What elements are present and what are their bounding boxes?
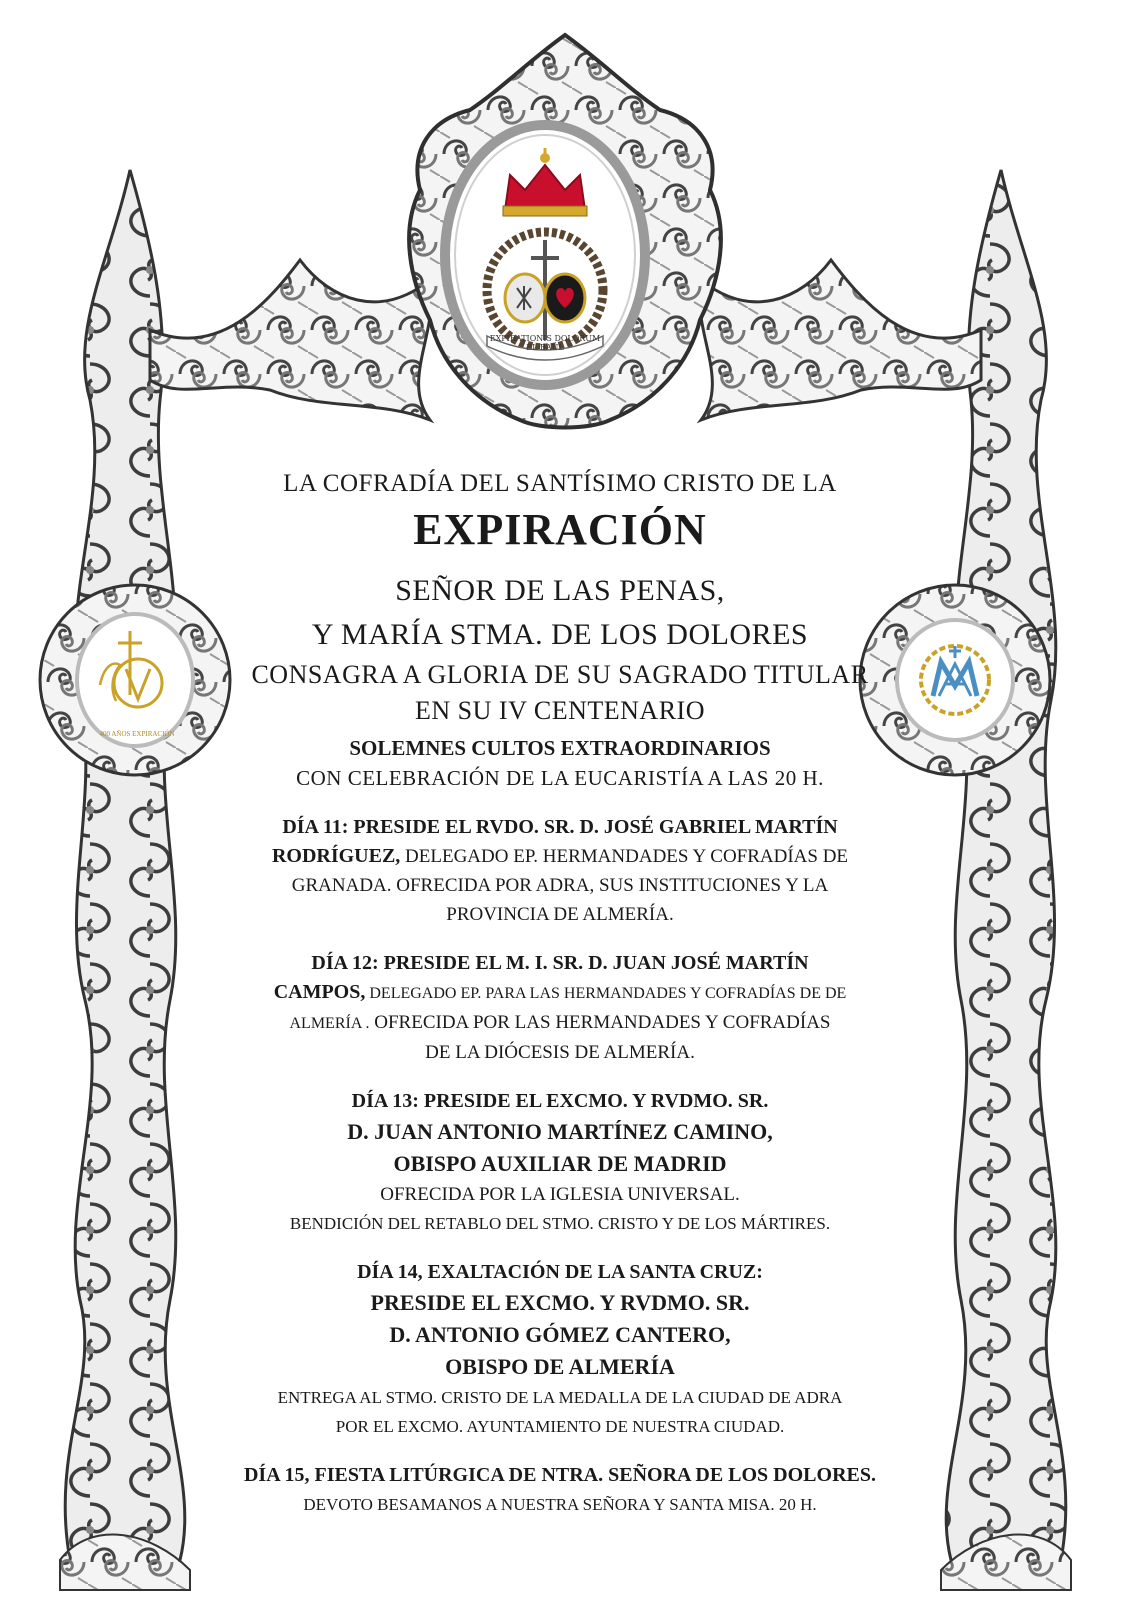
day-13-text-1: OFRECIDA POR LA IGLESIA UNIVERSAL. bbox=[380, 1184, 740, 1205]
day-13-heading: DÍA 13: PRESIDE EL EXCMO. Y RVDMO. SR. bbox=[351, 1090, 769, 1112]
day-13-text-2: BENDICIÓN DEL RETABLO DEL STMO. CRISTO Y DE LOS MÁRTIRES. bbox=[289, 1214, 831, 1233]
day-15-heading: DÍA 15, FIESTA LITÚRGICA DE NTRA. SEÑORA DE LOS DOLORES. bbox=[243, 1464, 876, 1486]
eucaristia-line: CON CELEBRACIÓN DE LA EUCARISTÍA A LAS 20 H. bbox=[296, 766, 824, 790]
day-15-block bbox=[200, 1461, 920, 1519]
solemnes-line: SOLEMNES CULTOS EXTRAORDINARIOS bbox=[349, 736, 771, 760]
day-12-block bbox=[230, 949, 890, 1067]
day-12-heading: DÍA 12: PRESIDE EL M. I. SR. D. JUAN JOSÉ MARTÍN bbox=[311, 952, 809, 974]
day-13-name: D. JUAN ANTONIO MARTÍNEZ CAMINO, bbox=[347, 1119, 773, 1144]
consagra-line: CONSAGRA A GLORIA DE SU SAGRADO TITULAR bbox=[251, 660, 869, 689]
intro-line: LA COFRADÍA DEL SANTÍSIMO CRISTO DE LA bbox=[283, 470, 837, 497]
day-12-text-2: DE LA DIÓCESIS DE ALMERÍA. bbox=[425, 1042, 695, 1063]
day-14-heading: DÍA 14, EXALTACIÓN DE LA SANTA CRUZ: bbox=[357, 1261, 763, 1283]
day-11-name: RODRÍGUEZ, bbox=[271, 845, 401, 867]
day-14-name: D. ANTONIO GÓMEZ CANTERO, bbox=[389, 1322, 731, 1347]
day-14-block bbox=[230, 1258, 890, 1441]
crown-icon bbox=[503, 148, 587, 216]
day-13-block bbox=[230, 1087, 890, 1238]
day-12-text-1: OFRECIDA POR LAS HERMANDADES Y COFRADÍAS bbox=[369, 1012, 831, 1033]
right-medallion-marian-monogram bbox=[915, 640, 995, 720]
day-12-name: CAMPOS, bbox=[273, 981, 366, 1003]
emblem-banner-2: DOLORUM bbox=[554, 334, 601, 343]
centenario-line: EN SU IV CENTENARIO bbox=[415, 696, 705, 725]
day-13-role: OBISPO AUXILIAR DE MADRID bbox=[393, 1151, 727, 1176]
day-14-text-2: POR EL EXCMO. AYUNTAMIENTO DE NUESTRA CIUDAD. bbox=[335, 1417, 785, 1436]
day-14-role: OBISPO DE ALMERÍA bbox=[445, 1354, 675, 1379]
left-medallion-text: 400 AÑOS EXPIRACIÓN bbox=[99, 730, 175, 738]
page-title: EXPIRACIÓN bbox=[413, 505, 707, 554]
day-12-small-2: ALMERÍA . bbox=[289, 1015, 370, 1032]
day-11-text-2: GRANADA. OFRECIDA POR ADRA, SUS INSTITUCIONES Y LA bbox=[291, 875, 829, 896]
day-11-block bbox=[230, 813, 890, 929]
emblem-banner-1: EXPIRATIONIS bbox=[489, 334, 552, 343]
subtitle-line-2: Y MARÍA STMA. DE LOS DOLORES bbox=[311, 618, 809, 651]
day-11-text-1: DELEGADO EP. HERMANDADES Y COFRADÍAS DE bbox=[400, 846, 849, 867]
day-14-preside: PRESIDE EL EXCMO. Y RVDMO. SR. bbox=[370, 1290, 750, 1315]
day-12-small-1: DELEGADO EP. PARA LAS HERMANDADES Y COFRADÍAS DE DE bbox=[365, 985, 847, 1002]
day-11-text-3: PROVINCIA DE ALMERÍA. bbox=[446, 904, 674, 925]
left-medallion-cross-emblem bbox=[90, 625, 180, 735]
day-11-heading: DÍA 11: PRESIDE EL RVDO. SR. D. JOSÉ GABRIEL MARTÍN bbox=[282, 816, 838, 838]
day-15-text-1: DEVOTO BESAMANOS A NUESTRA SEÑORA Y SANTA MISA. 20 H. bbox=[303, 1495, 817, 1514]
subtitle-line-1: SEÑOR DE LAS PENAS, bbox=[395, 574, 725, 607]
announcement-text bbox=[230, 470, 890, 1519]
day-14-text-1: ENTREGA AL STMO. CRISTO DE LA MEDALLA DE LA CIUDAD DE ADRA bbox=[277, 1388, 843, 1407]
emblem-banner-3: EL BAÚL bbox=[526, 343, 564, 352]
